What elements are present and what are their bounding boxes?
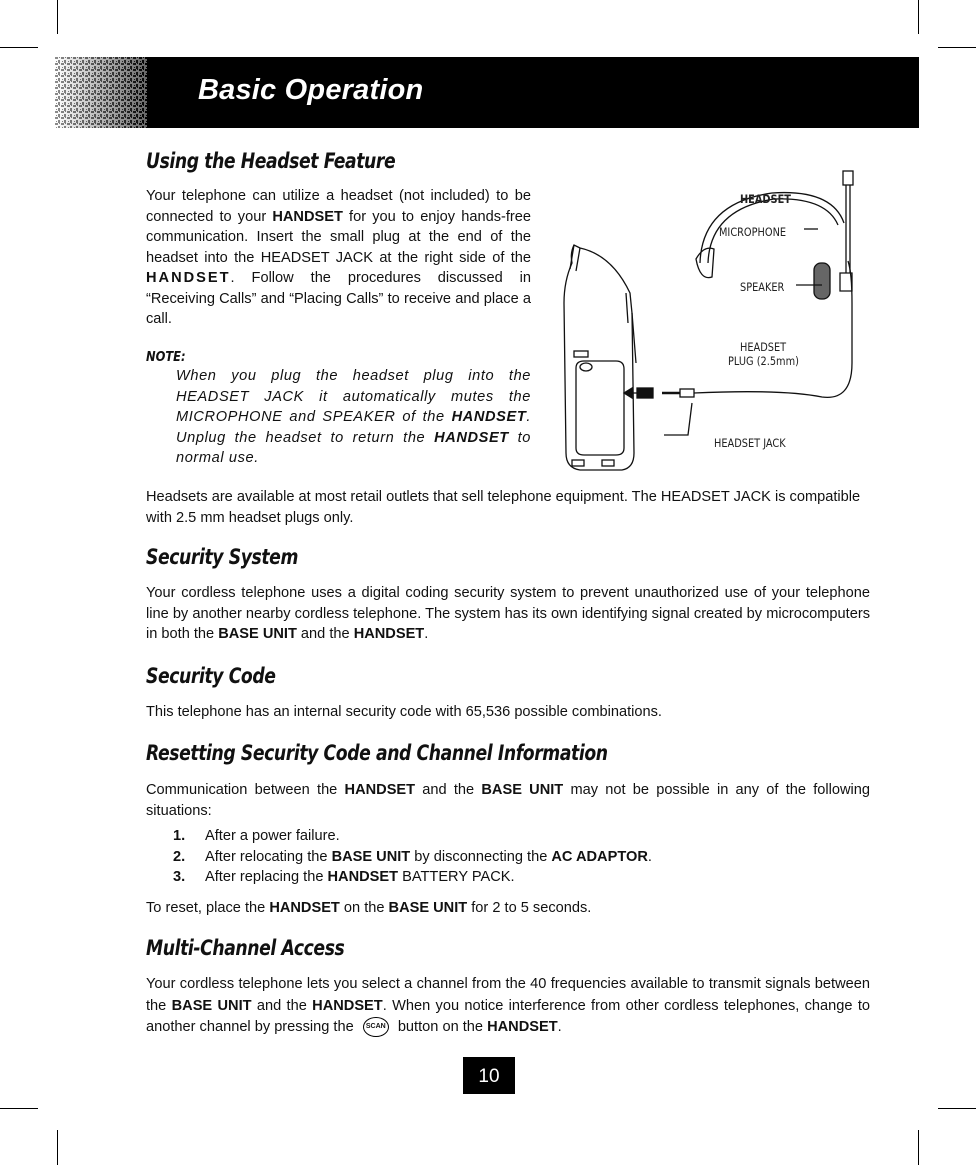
section-title-headset: Using the Headset Feature (146, 149, 396, 173)
crop-mark (57, 0, 58, 34)
crop-mark (918, 1130, 919, 1165)
figure-label-headset-jack: HEADSET JACK (714, 436, 786, 450)
reset-instruction-paragraph: To reset, place the HANDSET on the BASE UNIT for 2 to 5 seconds. (146, 900, 592, 916)
crop-mark (918, 0, 919, 34)
figure-label-headset: HEADSET (740, 192, 791, 206)
figure-label-microphone: MICROPHONE (719, 225, 787, 239)
list-item: 1. After a power failure. (173, 828, 340, 844)
crop-mark (938, 1108, 976, 1109)
resetting-intro-paragraph: Communication between the HANDSET and the BASE UNIT may not be possible in any of the following situations: (146, 782, 870, 819)
headset-diagram (552, 163, 882, 483)
security-system-paragraph: Your cordless telephone uses a digital coding security system to prevent unauthorized use of your telephone line by another nearby cordless telephone. The system has its own identifying signal created by microcomputers in both the BASE UNIT and the HANDSET. (146, 585, 870, 642)
reset-situations-list (146, 826, 652, 888)
section-title-security-code: Security Code (146, 664, 276, 688)
headset-paragraph: Your telephone can utilize a headset (not included) to be connected to your HANDSET for you to enjoy hands-free communication. Insert the small plug at the end of the headset into the HEADSET JACK at the right side of the HANDSET. Follow the procedures discussed in “Receiving Calls” and “Placing Calls” to receive and place a call. (146, 188, 531, 327)
section-title-security-system: Security System (146, 545, 298, 569)
page-number: 10 (463, 1057, 515, 1094)
crop-mark (0, 47, 38, 48)
crop-mark (938, 47, 976, 48)
headset-availability-paragraph: Headsets are available at most retail outlets that sell telephone equipment. The HEADSET JACK is compatible with 2.5 mm headset plugs only. (146, 489, 861, 526)
note-text: When you plug the headset plug into the HEADSET JACK it automatically mutes the MICROPHONE and SPEAKER of the HANDSET. Unplug the headset to return the HANDSET to normal use. (176, 368, 531, 466)
security-code-paragraph: This telephone has an internal security code with 65,536 possible combinations. (146, 704, 662, 720)
note-label: NOTE: (146, 349, 186, 365)
figure-label-headset-plug: HEADSET (740, 340, 787, 354)
figure-label-headset-plug-size: PLUG (2.5mm) (728, 354, 799, 368)
header-dither-pattern (55, 57, 147, 128)
crop-mark (57, 1130, 58, 1165)
list-item: 2. After relocating the BASE UNIT by disconnecting the AC ADAPTOR. (173, 848, 652, 865)
crop-mark (0, 1108, 38, 1109)
page-title: Basic Operation (198, 74, 424, 106)
section-title-resetting: Resetting Security Code and Channel Information (146, 741, 608, 765)
multichannel-paragraph: Your cordless telephone lets you select a channel from the 40 frequencies available to transmit signals between the BASE UNIT and the HANDSET. When you notice interference from other cordless telephones, change to another channel by pressing the SCAN button on the HANDSET. (146, 974, 870, 1039)
figure-label-speaker: SPEAKER (740, 280, 785, 294)
list-item: 3. After replacing the HANDSET BATTERY PACK. (173, 869, 515, 885)
scan-button-icon: SCAN (363, 1017, 389, 1037)
section-title-multichannel: Multi-Channel Access (146, 936, 345, 960)
